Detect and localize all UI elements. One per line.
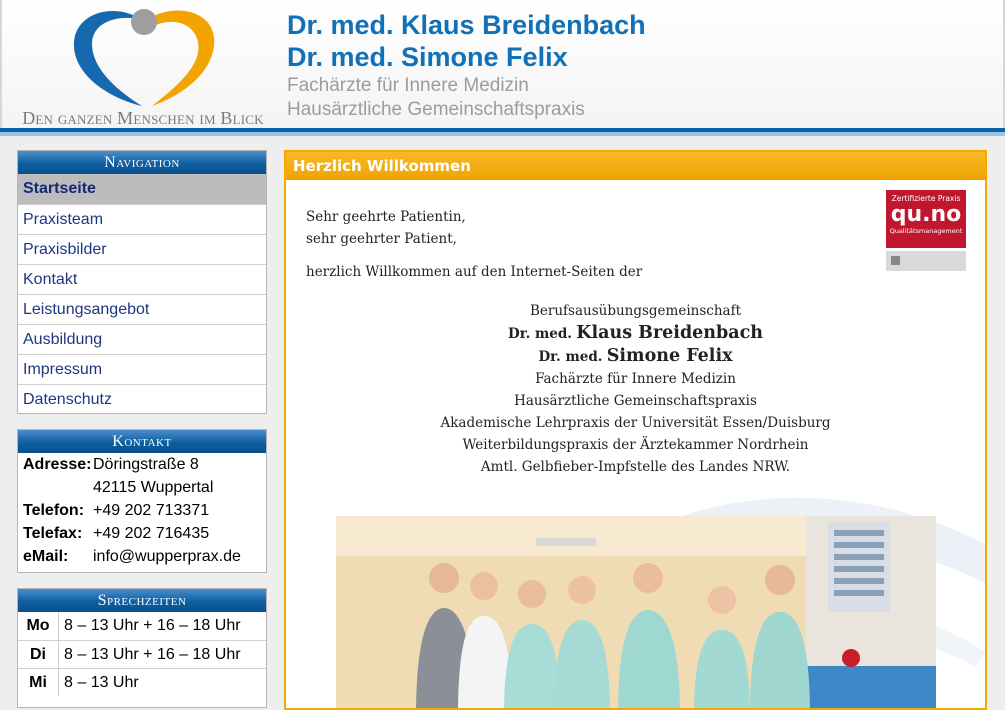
greeting	[306, 206, 466, 250]
contact-box	[17, 429, 267, 573]
address-line-2: 42115 Wuppertal	[93, 479, 214, 496]
doctor-1-line	[286, 322, 985, 345]
email-label: eMail:	[23, 548, 69, 565]
fax-number: +49 202 716435	[93, 525, 210, 542]
yellow-fever-line: Amtl. Gelbfieber-Impfstelle des Landes NRW.	[480, 459, 791, 475]
nav-item-ausbildung[interactable]: Ausbildung	[18, 324, 266, 354]
nav-item-datenschutz[interactable]: Datenschutz	[18, 384, 266, 414]
navigation-title: Navigation	[18, 151, 266, 174]
cert-bottom-text: Qualitätsmanagement	[889, 227, 963, 235]
header-doctor-1: Dr. med. Klaus Breidenbach	[287, 10, 646, 40]
specialty-line: Fachärzte für Innere Medizin	[535, 371, 736, 387]
nav-item-kontakt[interactable]: Kontakt	[18, 264, 266, 294]
doctor-1-name: Klaus Breidenbach	[576, 323, 763, 343]
header-subtitle-practice: Hausärztliche Gemeinschaftspraxis	[287, 99, 585, 120]
contact-email-row	[18, 545, 266, 568]
email-link[interactable]: info@wupperprax.de	[93, 548, 241, 565]
contact-title: Kontakt	[18, 430, 266, 453]
contact-phone-row	[18, 499, 266, 522]
quno-certificate-badge[interactable]	[886, 190, 966, 271]
cert-top-text: Zertifizierte Praxis	[891, 194, 961, 203]
hours-day: Di	[18, 641, 59, 668]
header-divider-light	[0, 132, 1005, 136]
practice-type: Berufsausübungsgemeinschaft	[529, 303, 742, 319]
doctor-1-prefix: Dr. med.	[507, 326, 572, 342]
team-photo	[336, 516, 936, 710]
phone-number[interactable]: +49 202 713371	[93, 502, 210, 519]
hours-time: 8 – 13 Uhr	[64, 674, 139, 691]
cert-brand: qu.no	[890, 202, 962, 227]
navigation-box	[17, 150, 267, 414]
hours-day: Mi	[18, 669, 59, 696]
doctor-2-prefix: Dr. med.	[538, 349, 603, 365]
cert-footer-logo	[886, 251, 966, 271]
header-doctor-2: Dr. med. Simone Felix	[287, 42, 568, 72]
opening-hours-box	[17, 588, 267, 708]
contact-address-row	[18, 453, 266, 476]
practice-info	[286, 300, 985, 478]
practice-line: Hausärztliche Gemeinschaftspraxis	[514, 393, 757, 409]
training-line: Weiterbildungspraxis der Ärztekammer Nordrhein	[462, 437, 809, 453]
greeting-line-2: sehr geehrter Patient,	[306, 231, 457, 247]
nav-item-startseite[interactable]: Startseite	[18, 174, 266, 204]
practice-logo[interactable]	[68, 6, 220, 110]
contact-address-row-2	[18, 476, 266, 499]
nav-item-leistungsangebot[interactable]: Leistungsangebot	[18, 294, 266, 324]
greeting-line-1: Sehr geehrte Patientin,	[306, 209, 466, 225]
hours-time: 8 – 13 Uhr + 16 – 18 Uhr	[64, 617, 241, 634]
hours-time: 8 – 13 Uhr + 16 – 18 Uhr	[64, 646, 241, 663]
address-label: Adresse:	[23, 456, 92, 473]
fax-label: Telefax:	[23, 525, 83, 542]
doctor-2-name: Simone Felix	[606, 346, 733, 366]
hours-day: Mo	[18, 612, 59, 640]
phone-label: Telefon:	[23, 502, 85, 519]
opening-hours-title: Sprechzeiten	[18, 589, 266, 612]
teaching-line: Akademische Lehrpraxis der Universität Essen/Duisburg	[440, 415, 831, 431]
nav-item-praxisteam[interactable]: Praxisteam	[18, 204, 266, 234]
cert-top	[886, 190, 966, 248]
main-title: Herzlich Willkommen	[286, 152, 985, 180]
site-header	[0, 0, 1005, 128]
contact-fax-row	[18, 522, 266, 545]
address-line-1: Döringstraße 8	[93, 456, 199, 473]
main-content	[284, 150, 987, 710]
welcome-text: herzlich Willkommen auf den Internet-Seiten der	[306, 264, 643, 280]
hours-row	[18, 668, 266, 696]
slogan: Den ganzen Menschen im Blick	[22, 108, 264, 128]
hours-row	[18, 612, 266, 640]
doctor-2-line	[286, 345, 985, 368]
nav-item-impressum[interactable]: Impressum	[18, 354, 266, 384]
hours-row	[18, 640, 266, 668]
header-subtitle-specialty: Fachärzte für Innere Medizin	[287, 75, 529, 96]
nav-item-praxisbilder[interactable]: Praxisbilder	[18, 234, 266, 264]
